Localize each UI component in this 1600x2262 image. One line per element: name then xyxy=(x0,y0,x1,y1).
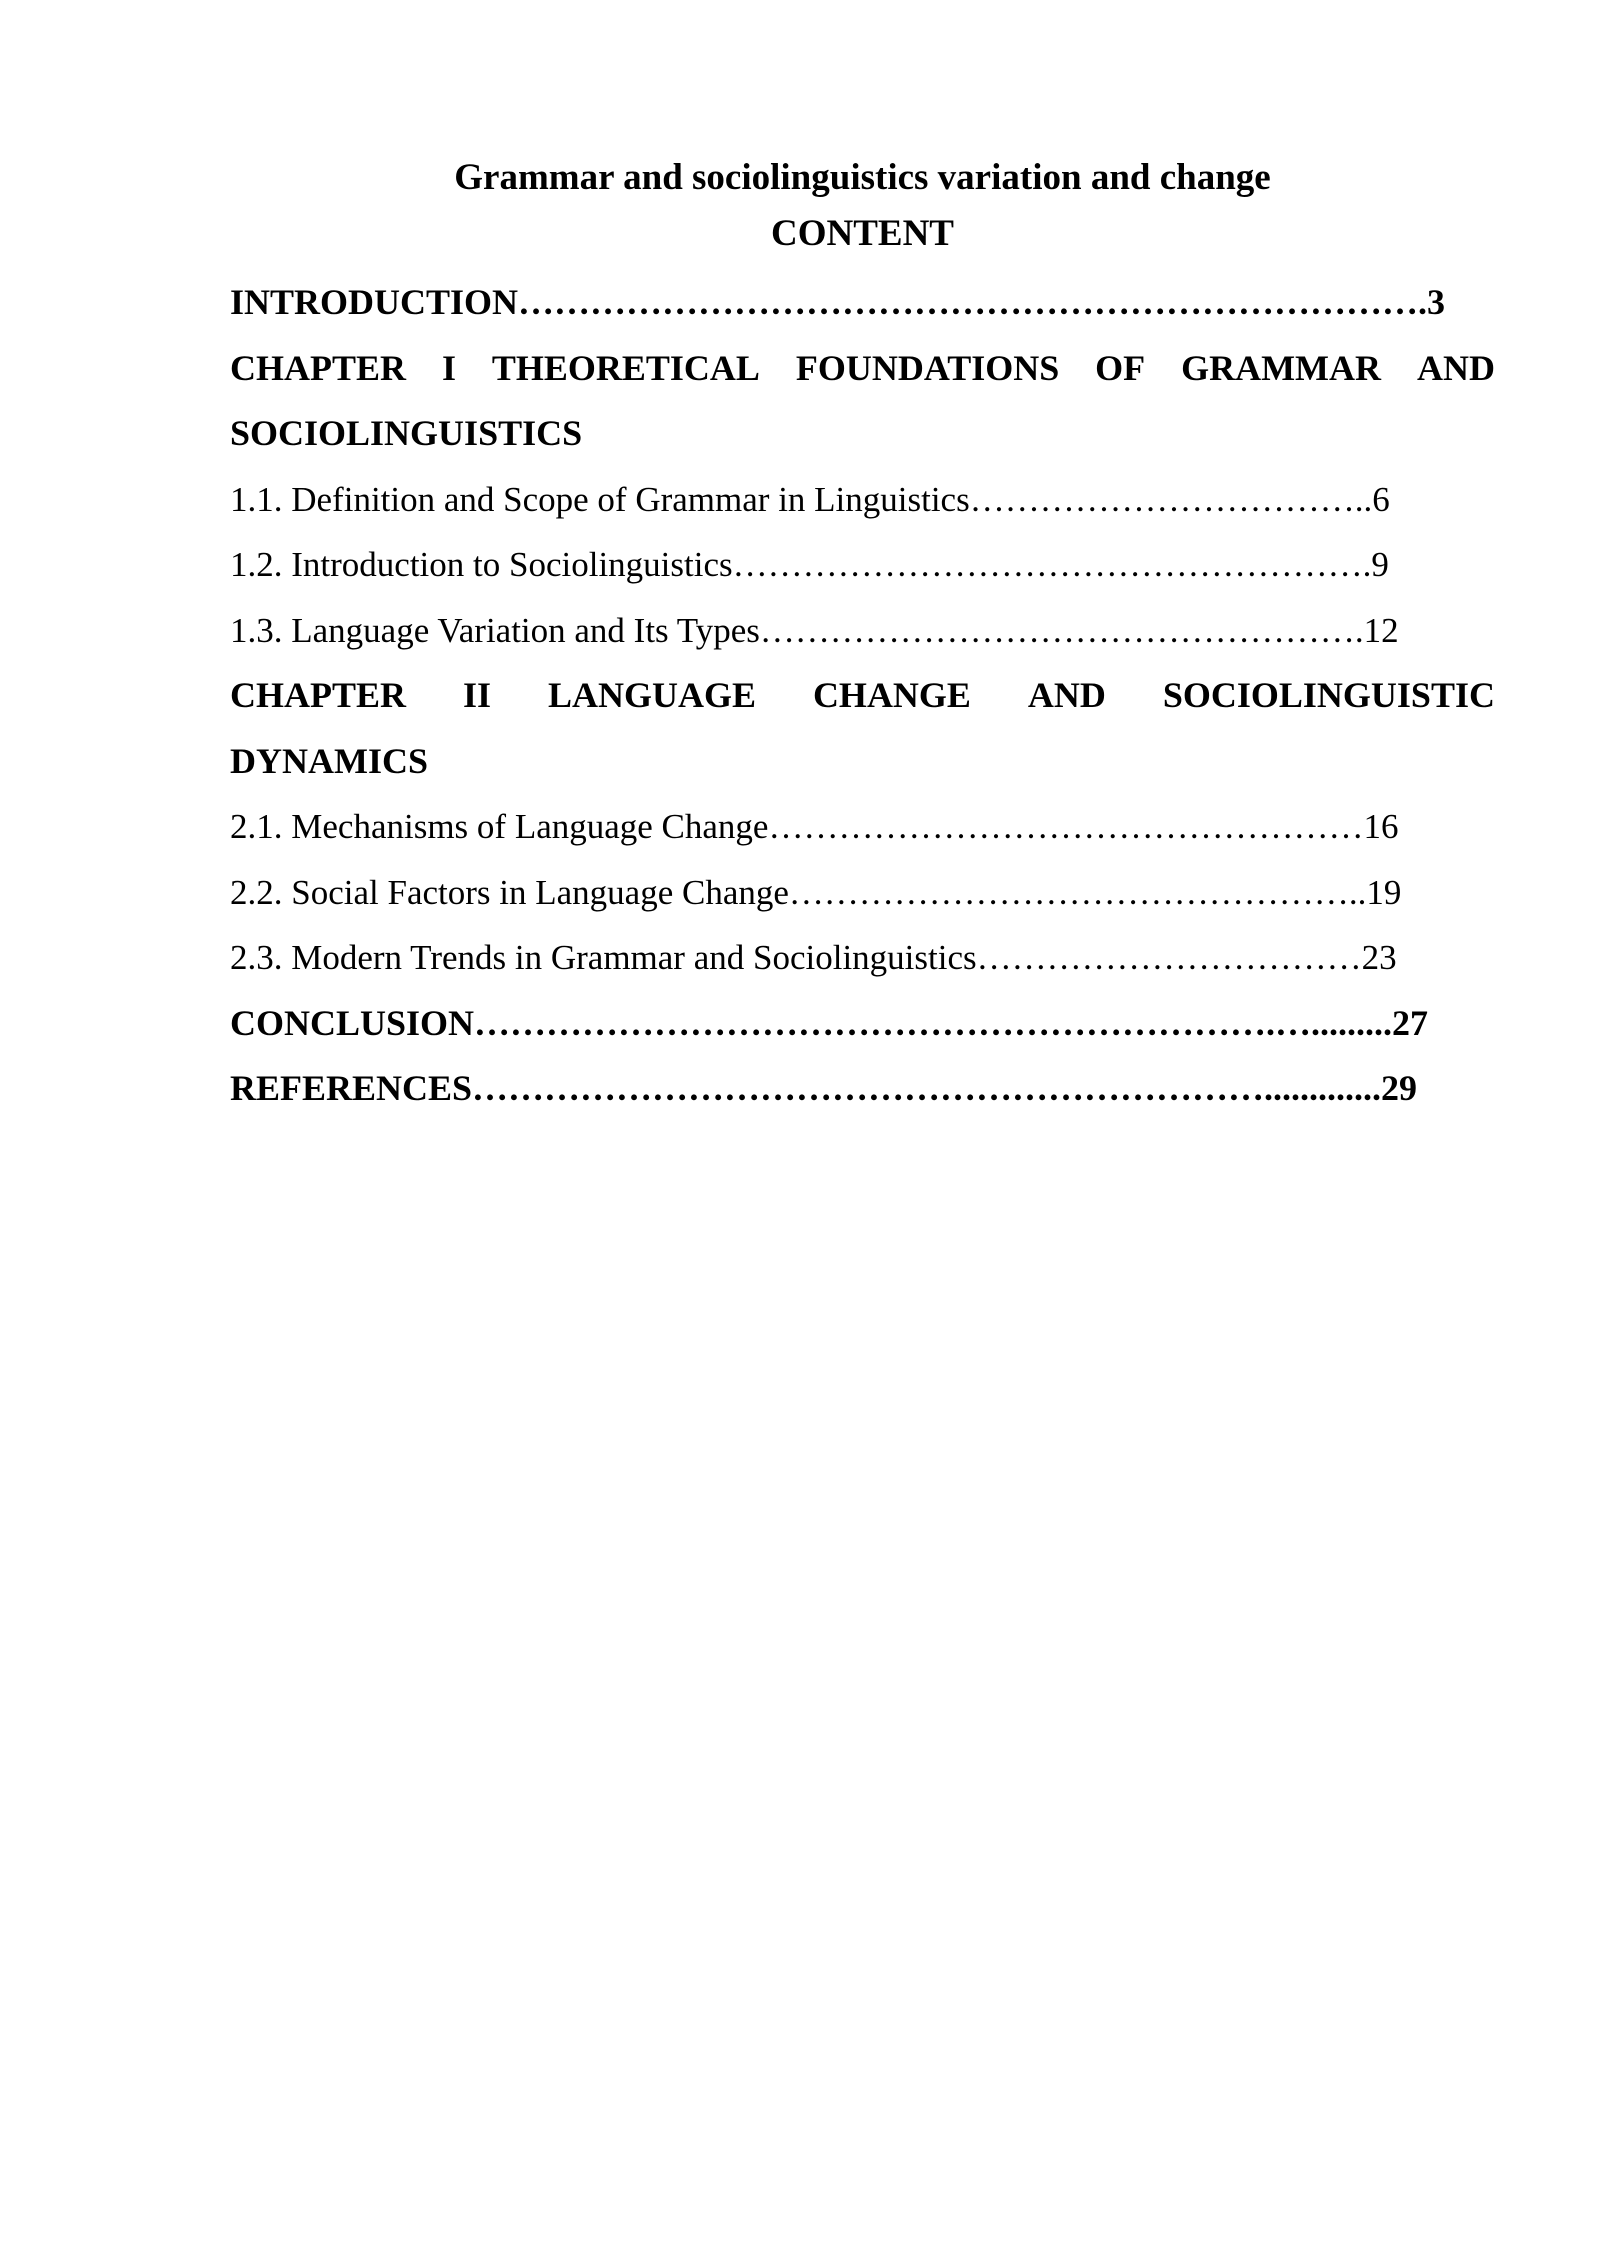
toc-item-1-1: 1.1. Definition and Scope of Grammar in Linguistics……………………………..6 xyxy=(230,479,1390,519)
toc-item-1-3: 1.3. Language Variation and Its Types…………………………………………….12 xyxy=(230,610,1399,650)
chapter-1-word: AND xyxy=(1416,347,1495,388)
chapter-2-word: CHAPTER xyxy=(230,675,407,715)
chapter-1-title-line xyxy=(230,336,1495,402)
toc-conclusion: CONCLUSION………………………………………………………….….........27 xyxy=(230,1002,1429,1043)
chapter-1-title-line-2: SOCIOLINGUISTICS xyxy=(230,413,583,453)
chapter-2-word: SOCIOLINGUISTIC xyxy=(1162,675,1495,715)
toc-references: REFERENCES………………………………………………………….............29 xyxy=(230,1068,1418,1108)
chapter-2-word: II xyxy=(462,675,491,715)
toc-chapter-2 xyxy=(230,663,1495,794)
toc-item-1-2: 1.2. Introduction to Sociolinguistics……………………………………………….9 xyxy=(230,545,1389,584)
chapter-1-word: CHAPTER xyxy=(230,347,407,388)
toc-item-2-3: 2.3. Modern Trends in Grammar and Sociolinguistics……………………………23 xyxy=(230,938,1397,977)
chapter-2-title-line xyxy=(230,663,1495,729)
toc-item-2-2: 2.2. Social Factors in Language Change…………………………………………..19 xyxy=(230,872,1402,912)
content-heading: CONTENT xyxy=(771,213,954,254)
chapter-2-title-line-2: DYNAMICS xyxy=(230,740,428,781)
document-title: Grammar and sociolinguistics variation and change xyxy=(454,157,1271,198)
chapter-1-word: FOUNDATIONS xyxy=(795,347,1060,388)
chapter-2-word: AND xyxy=(1027,675,1106,715)
chapter-1-word: GRAMMAR xyxy=(1181,347,1382,388)
chapter-2-word: LANGUAGE xyxy=(547,675,756,715)
chapter-2-word: CHANGE xyxy=(812,675,971,715)
chapter-1-word: I xyxy=(441,347,456,388)
toc-chapter-1 xyxy=(230,336,1495,467)
toc-item-2-1: 2.1. Mechanisms of Language Change……………………………………………16 xyxy=(230,807,1399,846)
document-page xyxy=(230,150,1495,1122)
chapter-1-word: THEORETICAL xyxy=(491,347,760,388)
chapter-1-word: OF xyxy=(1095,347,1146,388)
toc-introduction: INTRODUCTION………………………………………………………………….3 xyxy=(230,282,1446,322)
